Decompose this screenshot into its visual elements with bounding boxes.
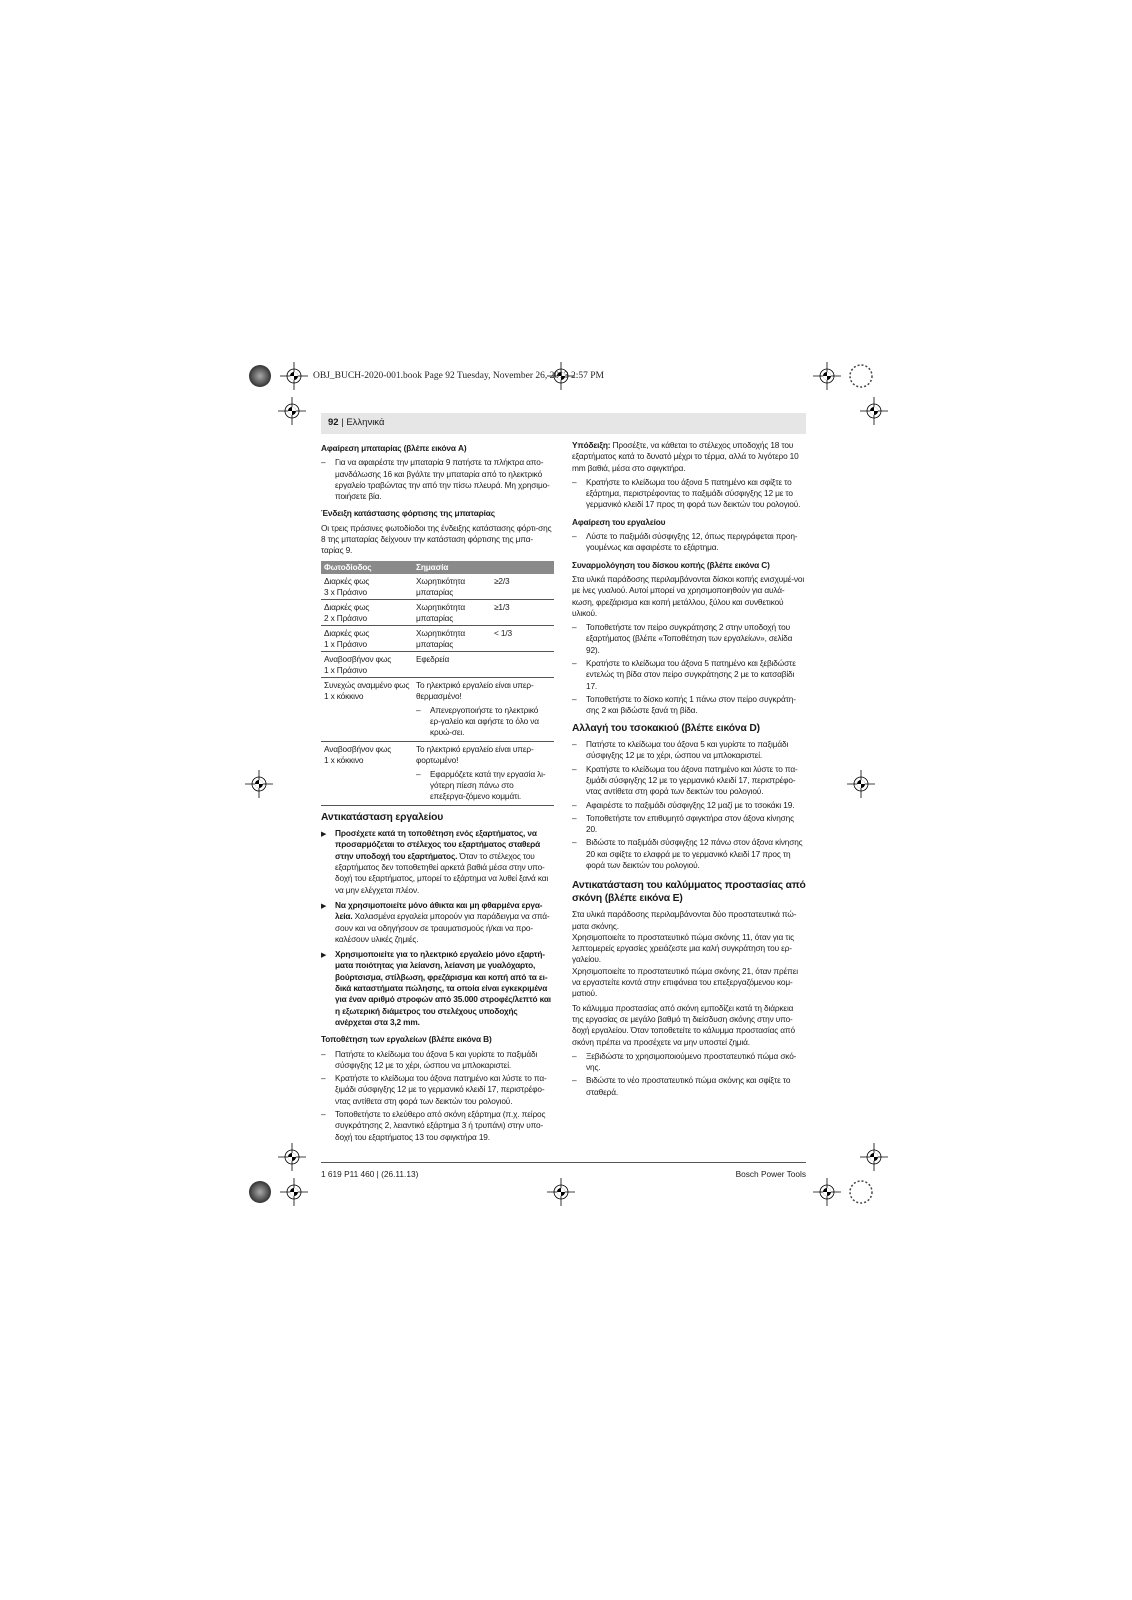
page-number: 92 — [328, 417, 339, 428]
table-row: Διαρκές φως 1 x Πράσινο Χωρητικότητα μπαταρίας < 1/3 — [321, 625, 554, 651]
list-item: – Τοποθετήστε τον πείρο συγκράτησης 2 στην υποδοχή του εξαρτήματος (βλέπε «Τοποθέτηση των εργαλείων», σελίδα 92). — [572, 622, 806, 656]
table-row: Διαρκές φως 2 x Πράσινο Χωρητικότητα μπαταρίας ≥1/3 — [321, 599, 554, 625]
list-item: – Βιδώστε το παξιμάδι σύσφιγξης 12 πάνω στον άξονα κίνησης 20 και σφίξτε το ελαφρά με το γερμανικό κλειδί 17 προς τη φορά των δεικτών του ρολογιού. — [572, 837, 806, 871]
list-item: – Κρατήστε το κλείδωμα του άξονα 5 πατημένο και ξεβιδώστε εντελώς τη βίδα στον πείρο συγκράτησης 2 με το κατσαβίδι 17. — [572, 658, 806, 692]
triangle-bullet-icon: ▶ — [321, 902, 327, 910]
list-item: – Ξεβιδώστε το χρησιμοποιούμενο προστατευτικό πώμα σκό-νης. — [572, 1051, 806, 1074]
list-item: – Τοποθετήστε τον επιθυμητό σφιγκτήρα στον άξονα κίνησης 20. — [572, 813, 806, 836]
left-column — [321, 440, 554, 1145]
section-heading: Αντικατάσταση εργαλείου — [321, 811, 444, 823]
color-target — [249, 1181, 271, 1203]
section-title: Τοποθέτηση των εργαλείων (βλέπε εικόνα B) — [321, 1034, 492, 1045]
table-row: Αναβοσβήνον φως 1 x κόκκινο Το ηλεκτρικό εργαλείο είναι υπερ-φορτωμένο! – Εφαρμόζετε κατά την εργασία λι-γότερη πίεση πάνω στο επεξεργα-ζόμενο κομμάτι. — [321, 741, 554, 805]
led-table — [321, 561, 554, 806]
color-target — [850, 1181, 872, 1203]
footer-right: Bosch Power Tools — [735, 1169, 806, 1179]
section-heading: Αλλαγή του τσοκακιού (βλέπε εικόνα D) — [572, 722, 760, 734]
warning-item: ▶ Προσέχετε κατά τη τοποθέτηση ενός εξαρτήματος, να προσαρμόζεται το στέλεχος του εξαρτήματος σταθερά στην υποδοχή του εξαρτήματος. Όταν το στέλεχος του εξαρτήματος δεν τοποθετηθεί αρκετά βαθιά μέσα στην υπο-δοχή του εξαρτήματος, μπορεί το εξάρτημα να λυθεί ξανά και να μην ελέγχεται πλέον. — [321, 828, 549, 895]
hint-paragraph: Υπόδειξη: Προσέξτε, να κάθεται το στέλεχος υποδοχής 18 του εξαρτήματος κατά το δυνατό μέχρι το τέρμα, αλλά το λιγότερο 10 mm βαθιά, μέσα στο σφιγκτήρα. — [572, 440, 799, 473]
color-target — [850, 365, 872, 387]
section-title: Συναρμολόγηση του δίσκου κοπής (βλέπε εικόνα C) — [572, 559, 770, 570]
section-heading: Αντικατάσταση του καλύμματος προστασίας από σκόνη (βλέπε εικόνα E) — [572, 880, 806, 904]
paragraph: Το κάλυμμα προστασίας από σκόνη εμποδίζει κατά τη διάρκεια της εργασίας σε μεγάλο βαθμό τη διείσδυση σκόνης στην υπο-δοχή εργαλείου. Όταν τοποθετείτε το κάλυμμα προστασίας από σκόνη πρέπει να προσέχετε να μην υποστεί ζημιά. — [572, 1002, 795, 1047]
page-header — [328, 417, 384, 428]
paragraph: Στα υλικά παράδοσης περιλαμβάνονται δίσκοι κοπής ενισχυμέ-νοι με ίνες γυαλιού. Αυτοί μπορεί να χρησιμοποιηθούν για αυλά-κωση, φρεζάρισμα και κοπή μετάλλου, ξύλου και συνθετικού υλικού. — [572, 573, 805, 618]
list-item: – Βιδώστε το νέο προστατευτικό πώμα σκόνης και σφίξτε το σταθερά. — [572, 1075, 806, 1098]
list-item: – Λύστε το παξιμάδι σύσφιγξης 12, όπως περιγράφεται προη-γουμένως και αφαιρέστε το εξάρτημα. — [572, 531, 806, 554]
section-title: Ένδειξη κατάστασης φόρτισης της μπαταρίας — [321, 508, 495, 519]
paragraph: Στα υλικά παράδοσης περιλαμβάνονται δύο προστατευτικά πώ-ματα σκόνης. — [572, 909, 797, 931]
color-target — [249, 365, 271, 387]
list-item: – Κρατήστε το κλείδωμα του άξονα πατημένο και λύστε το πα-ξιμάδι σύσφιγξης 12 με το γερμανικό κλειδί 17, περιστρέφο-ντας αντίθετα στη φορά των δεικτών του ρολογιού. — [572, 764, 806, 798]
footer-left: 1 619 P11 460 | (26.11.13) — [321, 1169, 419, 1179]
list-item: – Κρατήστε το κλείδωμα του άξονα 5 πατημένο και σφίξτε το εξάρτημα, περιστρέφοντας το παξιμάδι σύσφιγξης 12 με το γερμανικό κλειδί 17 προς τη φορά των δεικτών του ρολογιού. — [572, 477, 806, 511]
warning-item: ▶ Να χρησιμοποιείτε μόνο άθικτα και μη φθαρμένα εργα-λεία. Χαλασμένα εργαλεία μπορούν για παράδειγμα να σπά-σουν και να οδηγήσουν σε τραυματισμούς ή/και να προ-καλέσουν υλικές ζημιές. — [321, 899, 550, 944]
language-label: | Ελληνικά — [341, 417, 385, 428]
table-row: Διαρκές φως 3 x Πράσινο Χωρητικότητα μπαταρίας ≥2/3 — [321, 574, 554, 600]
paragraph: Οι τρεις πράσινες φωτοδίοδοι της ένδειξης κατάστασης φόρτι-σης 8 της μπαταρίας δείχνουν την κατάσταση φόρτισης της μπα-ταρίας 9. — [321, 522, 552, 556]
triangle-bullet-icon: ▶ — [321, 831, 327, 839]
section-title: Αφαίρεση μπαταρίας (βλέπε εικόνα A) — [321, 443, 467, 453]
footer-rule — [321, 1162, 806, 1163]
list-item: – Κρατήστε το κλείδωμα του άξονα πατημένο και λύστε το πα-ξιμάδι σύσφιγξης 12 με το γερμανικό κλειδί 17, περιστρέφο-ντας αντίθετα στη φορά των δεικτών του ρολογιού. — [321, 1073, 554, 1107]
table-header: Φωτοδίοδος — [321, 561, 413, 574]
list-item: – Τοποθετήστε το δίσκο κοπής 1 πάνω στον πείρο συγκράτη-σης 2 και βιδώστε ξανά τη βίδα. — [572, 694, 806, 717]
list-item: – Αφαιρέστε το παξιμάδι σύσφιγξης 12 μαζί με το τσοκάκι 19. — [572, 800, 806, 811]
right-column — [572, 440, 806, 1100]
paragraph: Χρησιμοποιείτε το προστατευτικό πώμα σκόνης 11, όταν για τις λεπτομερείς εργασίες χρειάζεστε μια καλή συγκράτηση του ερ-γαλείου. — [572, 931, 794, 965]
paragraph: Χρησιμοποιείτε το προστατευτικό πώμα σκόνης 21, όταν πρέπει να εργαστείτε κοντά στην επιφάνεια του επεξεργαζόμενου κομ-ματιού. — [572, 965, 798, 999]
print-slug: OBJ_BUCH-2020-001.book Page 92 Tuesday, November 26, 2013 2:57 PM — [313, 371, 604, 381]
table-row: Αναβοσβήνον φως 1 x Πράσινο Εφεδρεία — [321, 651, 554, 677]
table-row: Συνεχώς αναμμένο φως 1 x κόκκινο Το ηλεκτρικό εργαλείο είναι υπερ-θερμασμένο! – Απενεργοποιήστε το ηλεκτρικό ερ-γαλείο και αφήστε το όλο να κρυώ-σει. — [321, 677, 554, 741]
header-bar — [321, 413, 806, 434]
list-item: – Πατήστε το κλείδωμα του άξονα 5 και γυρίστε το παξιμάδι σύσφιγξης 12 με το χέρι, ώσπου να μπλοκαριστεί. — [321, 1049, 554, 1072]
list-item: – Για να αφαιρέστε την μπαταρία 9 πατήστε τα πλήκτρα απο-μανδάλωσης 16 και βγάλτε την μπαταρία από το ηλεκτρικό εργαλείο τραβώντας την από την πίσω πλευρά. Μη χρησιμο-ποιήσετε βία. — [321, 457, 554, 502]
list-item: – Τοποθετήστε το ελεύθερο από σκόνη εξάρτημα (π.χ. πείρος συγκράτησης 2, λειαντικό εξάρτημα 3 ή τρυπάνι) στην υπο-δοχή του εξαρτήματος 13 του σφιγκτήρα 19. — [321, 1109, 554, 1143]
triangle-bullet-icon: ▶ — [321, 952, 327, 960]
section-title: Αφαίρεση του εργαλείου — [572, 516, 666, 527]
table-header: Σημασία — [413, 561, 554, 574]
list-item: – Πατήστε το κλείδωμα του άξονα 5 και γυρίστε το παξιμάδι σύσφιγξης 12 με το χέρι, ώσπου να μπλοκαριστεί. — [572, 739, 806, 762]
warning-item: ▶ Χρησιμοποιείτε για το ηλεκτρικό εργαλείο μόνο εξαρτή-ματα ποιότητας για λείανση, λείανση με γυαλόχαρτο, βούρτσισμα, στίλβωση, φρεζάρισμα και κοπή από τα ει-δικά καταστήματα πώλησης, τα οποία είναι εγκεκριμένα για έναν αριθμό στροφών από 35.000 στροφές/λεπτό και η εξωτερική διάμετρος του στελέχους υποδοχής ανέρχεται στα 3,2 mm. — [321, 949, 551, 1027]
